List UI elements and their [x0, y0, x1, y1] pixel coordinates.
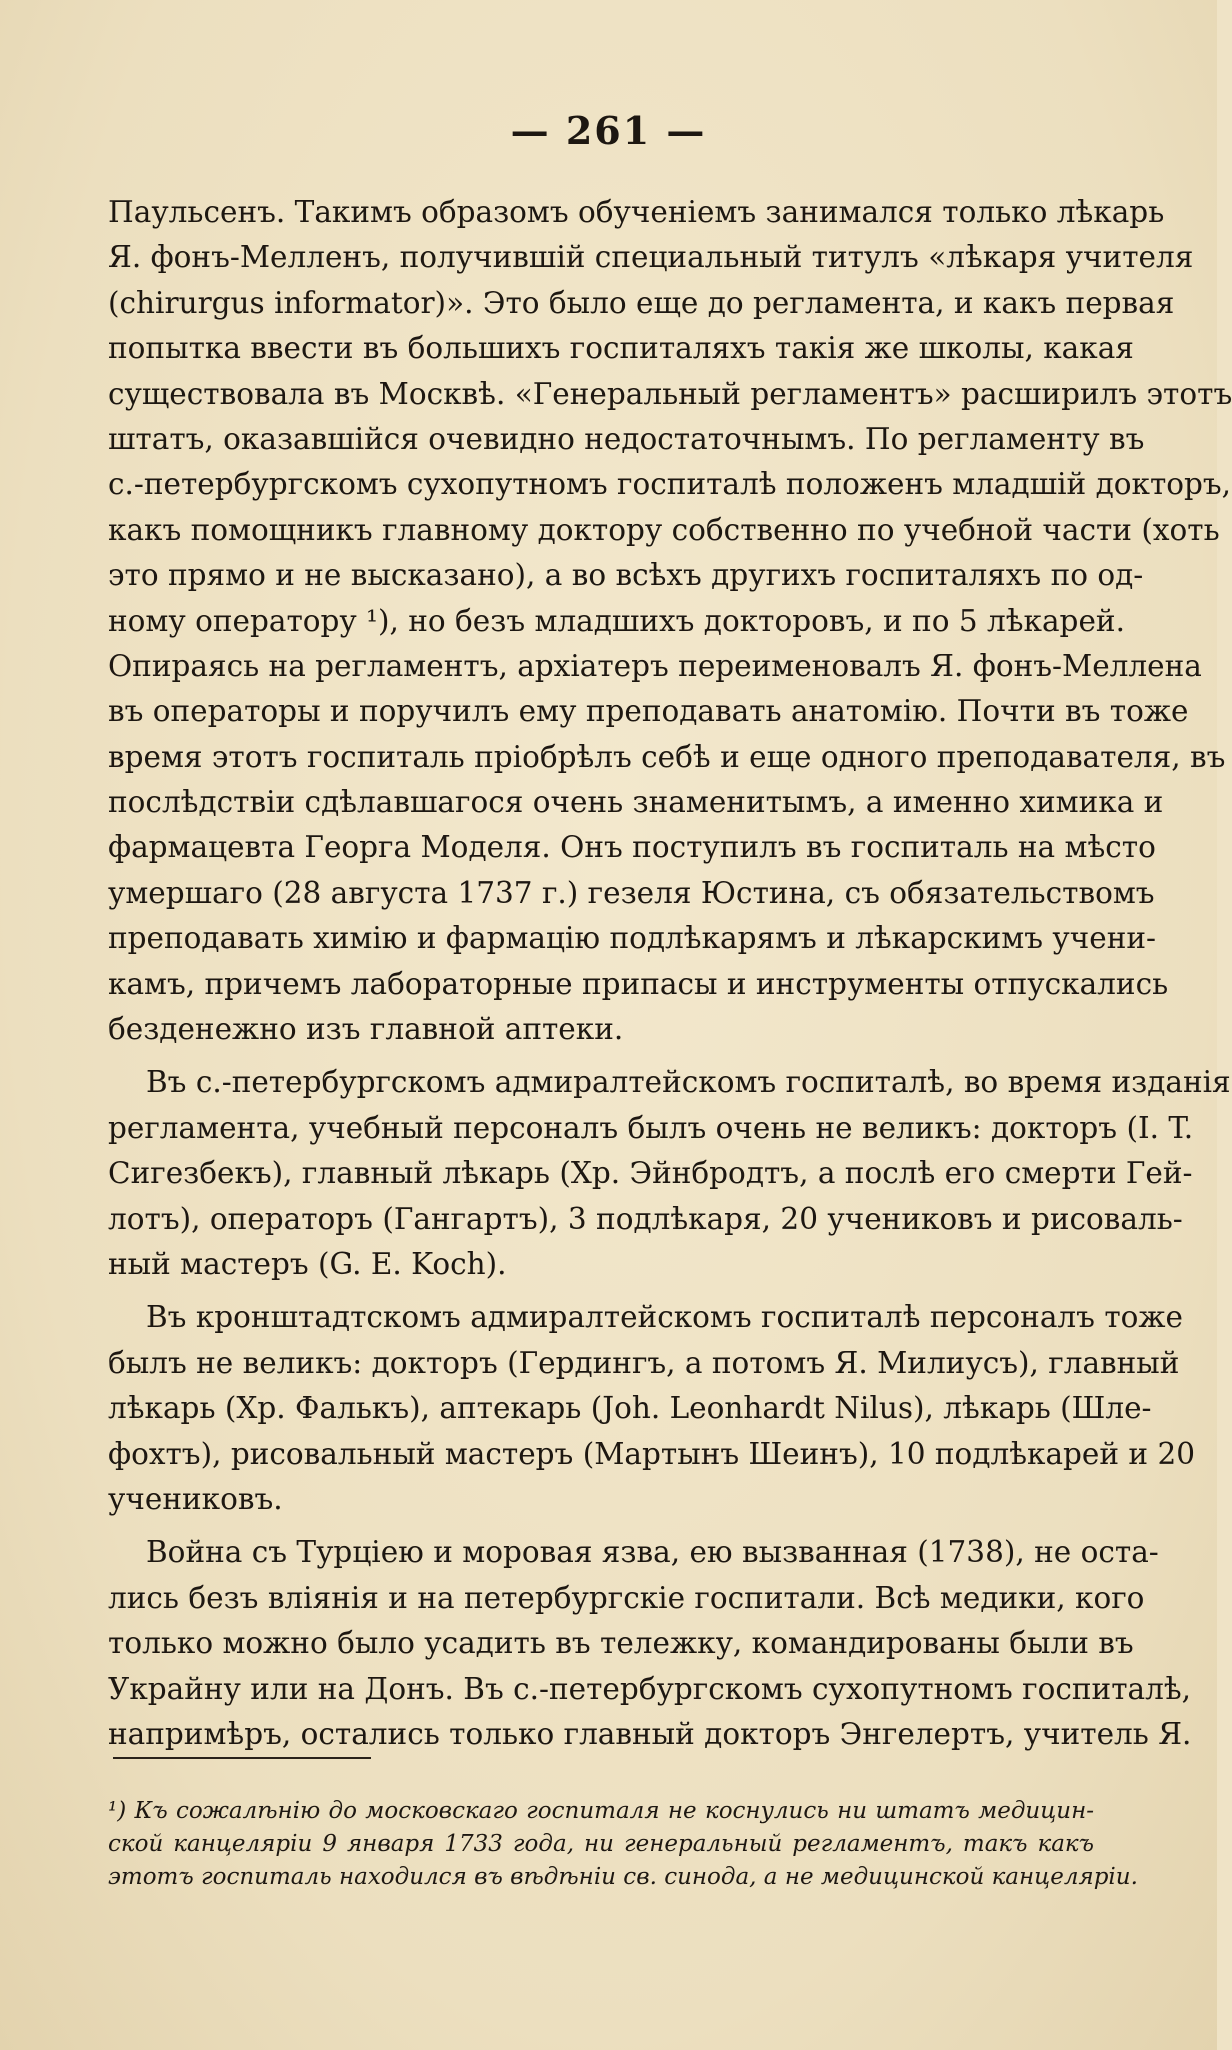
text-line: ному оператору ¹), но безъ младшихъ докторовъ, и по 5 лѣкарей.: [108, 603, 1125, 638]
footnote: [108, 1795, 1138, 1894]
text-line: Опираясь на регламентъ, архіатеръ переименовалъ Я. фонъ-Меллена: [108, 648, 1202, 683]
text-line: лись безъ вліянія и на петербургскіе госпитали. Всѣ медики, кого: [108, 1580, 1145, 1615]
text-line: Сигезбекъ), главный лѣкарь (Хр. Эйнбродтъ, а послѣ его смерти Гей-: [108, 1156, 1193, 1191]
paragraph-gap: [108, 1522, 1094, 1530]
text-line: былъ не великъ: докторъ (Гердингъ, а потомъ Я. Милиусъ), главный: [108, 1345, 1180, 1380]
text-line: Я. фонъ-Мелленъ, получившій специальный титулъ «лѣкаря учителя: [108, 240, 1194, 275]
text-line: (chirurgus informator)». Это было еще до регламента, и какъ первая: [108, 285, 1175, 320]
text-line: въ операторы и поручилъ ему преподавать анатомію. Почти въ тоже: [108, 694, 1189, 729]
paragraph-gap: [108, 1052, 1094, 1060]
footnote-separator: [113, 1757, 371, 1759]
text-line: штатъ, оказавшійся очевидно недостаточнымъ. По регламенту въ: [108, 421, 1145, 456]
main-text: [108, 190, 1232, 1757]
text-line: существовала въ Москвѣ. «Генеральный регламентъ» расширилъ этотъ: [108, 376, 1232, 411]
text-line: Въ кронштадтскомъ адмиралтейскомъ госпиталѣ персоналъ тоже: [146, 1300, 1183, 1335]
text-line: это прямо и не высказано), а во всѣхъ другихъ госпиталяхъ по од-: [108, 558, 1144, 593]
text-line: фармацевта Георга Моделя. Онъ поступилъ въ госпиталь на мѣсто: [108, 830, 1156, 865]
text-line: учениковъ.: [108, 1481, 283, 1516]
text-line: лѣкарь (Хр. Фалькъ), аптекарь (Joh. Leonhardt Nilus), лѣкарь (Шле-: [108, 1391, 1152, 1426]
footnote-line: этотъ госпиталь находился въ вѣдѣніи св. синода, а не медицинской канцеляріи.: [108, 1864, 1138, 1890]
text-line: Война съ Турціею и моровая язва, ею вызванная (1738), не оста-: [146, 1535, 1159, 1570]
text-line: преподавать химію и фармацію подлѣкарямъ и лѣкарскимъ учени-: [108, 921, 1156, 956]
text-line: Въ с.-петербургскомъ адмиралтейскомъ госпиталѣ, во время изданія: [146, 1065, 1231, 1100]
text-line: напримѣръ, остались только главный докторъ Энгелертъ, учитель Я.: [108, 1716, 1192, 1751]
text-line: послѣдствіи сдѣлавшагося очень знаменитымъ, а именно химика и: [108, 785, 1164, 820]
text-line: регламента, учебный персоналъ былъ очень не великъ: докторъ (I. T.: [108, 1110, 1194, 1145]
text-line: ный мастеръ (G. E. Koch).: [108, 1246, 507, 1281]
text-line: с.-петербургскомъ сухопутномъ госпиталѣ положенъ младшій докторъ,: [108, 467, 1232, 502]
text-line: фохтъ), рисовальный мастеръ (Мартынъ Шеинъ), 10 подлѣкарей и 20: [108, 1436, 1195, 1471]
text-line: лотъ), операторъ (Гангартъ), 3 подлѣкаря, 20 учениковъ и рисоваль-: [108, 1201, 1183, 1236]
footnote-line: ¹) Къ сожалѣнію до московскаго госпиталя не коснулись ни штатъ медицин-: [108, 1798, 1094, 1824]
text-line: попытка ввести въ большихъ госпиталяхъ такія же школы, какая: [108, 331, 1134, 366]
text-line: камъ, причемъ лабораторные припасы и инструменты отпускались: [108, 966, 1169, 1001]
paragraph-gap: [108, 1287, 1094, 1295]
footnote-line: ской канцеляріи 9 января 1733 года, ни генеральный регламентъ, такъ какъ: [108, 1831, 1094, 1857]
text-line: только можно было усадить въ тележку, командированы были въ: [108, 1626, 1134, 1661]
text-line: Паульсенъ. Такимъ образомъ обученіемъ занимался только лѣкарь: [108, 195, 1165, 229]
text-line: Украйну или на Донъ. Въ с.-петербургскомъ сухопутномъ госпиталѣ,: [108, 1671, 1192, 1706]
text-line: время этотъ госпиталь пріобрѣлъ себѣ и еще одного преподавателя, въ: [108, 739, 1226, 774]
text-line: какъ помощникъ главному доктору собственно по учебной части (хоть: [108, 512, 1220, 547]
text-line: безденежно изъ главной аптеки.: [108, 1012, 624, 1047]
page-number: — 261 —: [510, 108, 707, 153]
text-line: умершаго (28 августа 1737 г.) гезеля Юстина, съ обязательствомъ: [108, 875, 1155, 910]
